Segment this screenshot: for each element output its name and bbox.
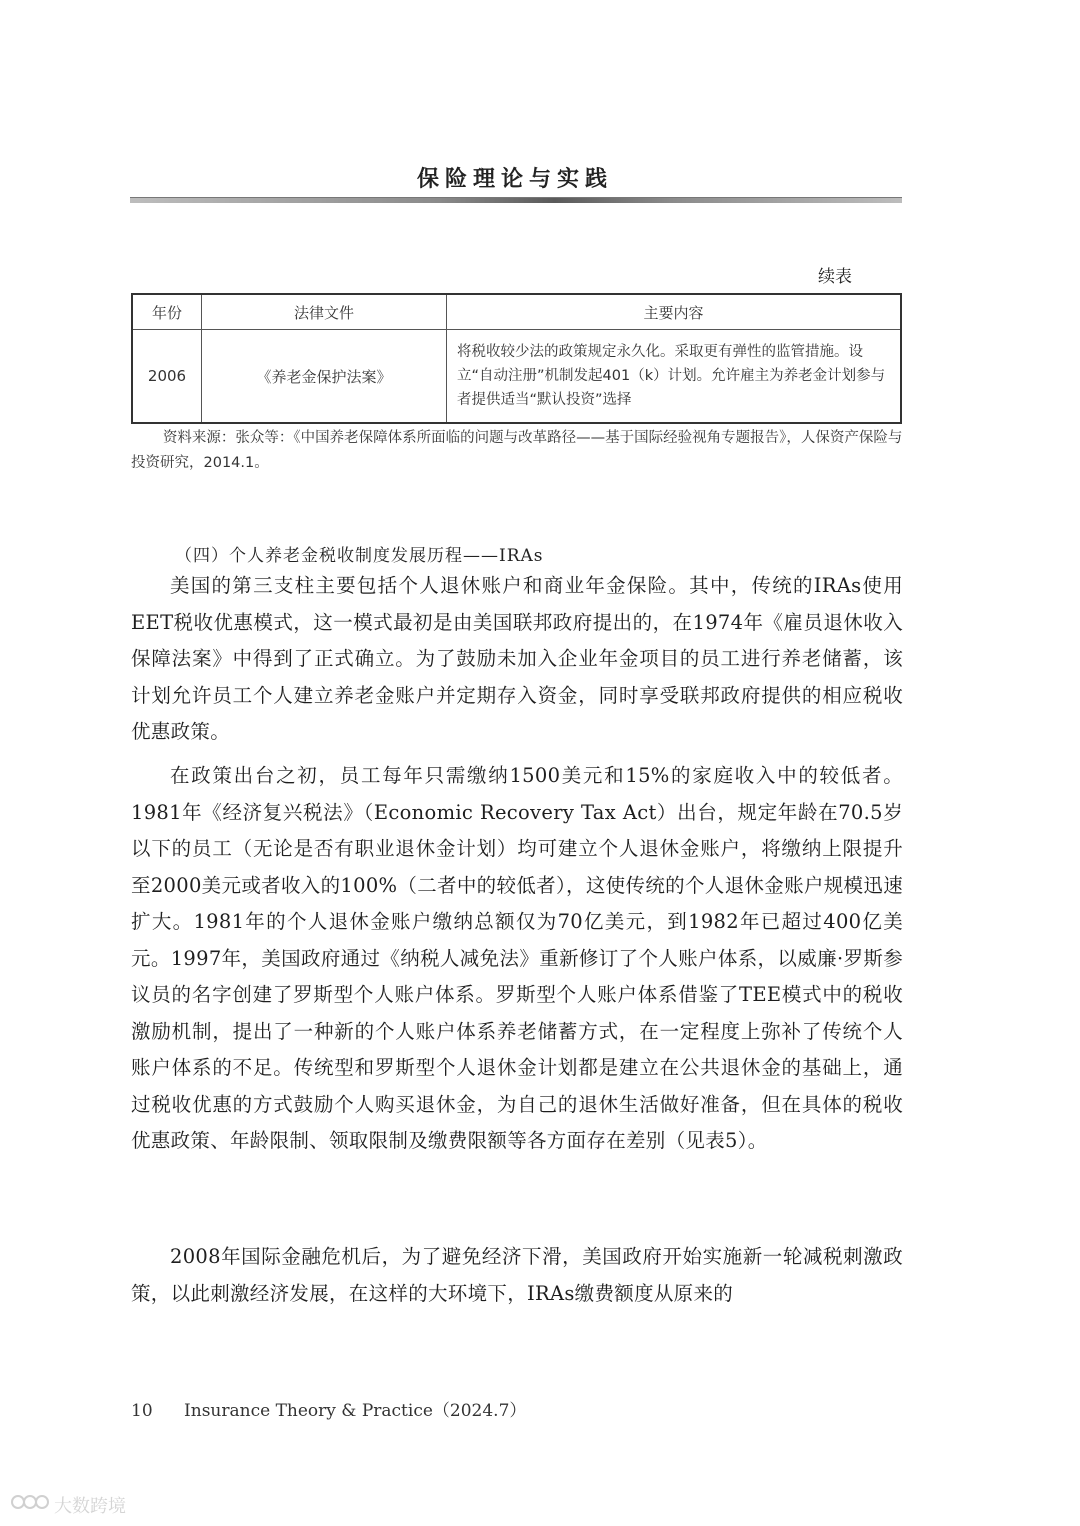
journal-title: 保险理论与实践 [416, 166, 613, 192]
header-rule-thick [130, 198, 902, 203]
watermark-logo-icon [10, 1490, 50, 1519]
table-continued-label: 续表 [818, 267, 852, 287]
table-source-note: 资料来源：张众等：《中国养老保障体系所面临的问题与改革路径——基于国际经验视角专题报告》，人保资产保险与投资研究，2014.1。 [131, 430, 903, 471]
page-footer [131, 1396, 526, 1421]
column-header-law: 法律文件 [202, 294, 447, 330]
cell-year: 2006 [132, 330, 202, 424]
column-header-content: 主要内容 [447, 294, 902, 330]
body-paragraph: 美国的第三支柱主要包括个人退休账户和商业年金保险。其中，传统的IRAs使用EET税收优惠模式，这一模式最初是由美国联邦政府提出的，在1974年《雇员退休收入保障法案》中得到了正式确立。为了鼓励未加入企业年金项目的员工进行养老储蓄，该计划允许员工个人建立养老金账户并定期存入资金，同时享受联邦政府提供的相应税收优惠政策。 [131, 574, 903, 743]
footer-journal-name: Insurance Theory & Practice（2024.7） [184, 1401, 527, 1421]
column-header-year: 年份 [132, 294, 202, 330]
cell-law: 《养老金保护法案》 [202, 330, 447, 424]
body-paragraph: 在政策出台之初，员工每年只需缴纳1500美元和15%的家庭收入中的较低者。1981年《经济复兴税法》（Economic Recovery Tax Act）出台，规定年龄在70.5岁以下的员工（无论是否有职业退休金计划）均可建立个人退休金账户，将缴纳上限提升至2000美元或者收入的100%（二者中的较低者），这使传统的个人退休金账户规模迅速扩大。1981年的个人退休金账户缴纳总额仅为70亿美元，到1982年已超过400亿美元。1997年，美国政府通过《纳税人减免法》重新修订了个人账户体系，以威廉·罗斯参议员的名字创建了罗斯型个人账户体系。罗斯型个人账户体系借鉴了TEE模式中的税收激励机制，提出了一种新的个人账户体系养老储蓄方式，在一定程度上弥补了传统个人账户体系的不足。传统型和罗斯型个人退休金计划都是建立在公共退休金的基础上，通过税收优惠的方式鼓励个人购买退休金，为自己的退休生活做好准备，但在具体的税收优惠政策、年龄限制、领取限制及缴费限额等各方面存在差别（见表5）。 [131, 764, 903, 1152]
body-paragraph: 2008年国际金融危机后，为了避免经济下滑，美国政府开始实施新一轮减税刺激政策，以此刺激经济发展，在这样的大环境下，IRAs缴费额度从原来的 [131, 1245, 903, 1305]
watermark-text: 大数跨境 [54, 1495, 126, 1517]
page-number: 10 [131, 1401, 153, 1421]
law-table [131, 293, 902, 424]
section-heading: （四）个人养老金税收制度发展历程——IRAs [175, 546, 544, 566]
table-header-row [132, 294, 901, 330]
watermark [10, 1490, 126, 1519]
table-row [132, 330, 901, 424]
cell-content: 将税收较少法的政策规定永久化。采取更有弹性的监管措施。设立“自动注册”机制发起401（k）计划。允许雇主为养老金计划参与者提供适当“默认投资”选择 [447, 330, 902, 424]
